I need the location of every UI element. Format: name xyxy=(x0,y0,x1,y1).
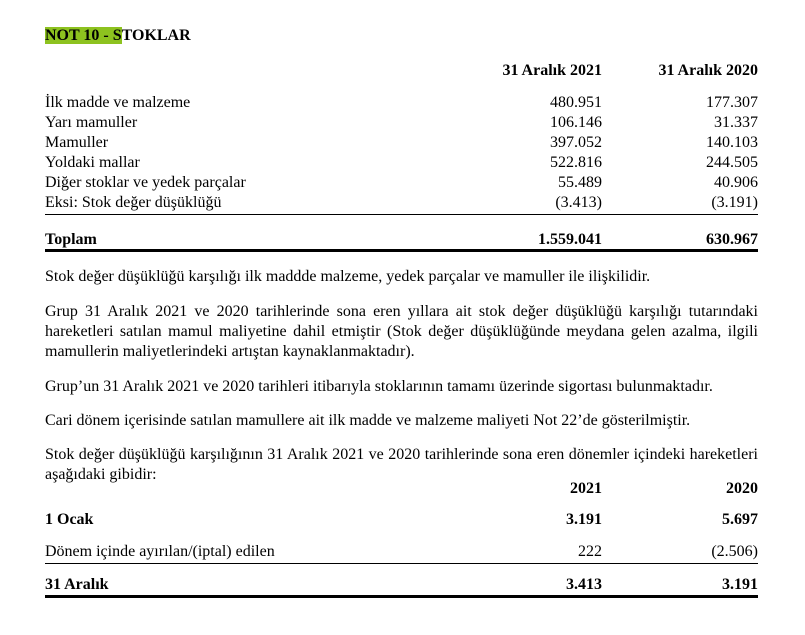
movement-row-value-2021: 222 xyxy=(578,543,602,560)
movement-header-2021: 2021 xyxy=(570,480,602,497)
row-value-2021: 55.489 xyxy=(558,174,602,191)
paragraph-3: Grup’un 31 Aralık 2021 ve 2020 tarihleri itibarıyla stoklarının tamamı üzerinde sigortası bulunmaktadır. xyxy=(45,378,713,395)
movement-row-value-2020: (2.506) xyxy=(711,543,758,560)
row-value-2021: 397.052 xyxy=(550,134,602,151)
row-label: Eksi: Stok değer düşüklüğü xyxy=(45,194,222,211)
total-label: Toplam xyxy=(45,231,97,248)
table-divider xyxy=(45,214,758,215)
note-title-highlighted: NOT 10 - S xyxy=(45,27,122,44)
row-value-2020: 177.307 xyxy=(706,94,758,111)
row-value-2020: 140.103 xyxy=(706,134,758,151)
header-2021: 31 Aralık 2021 xyxy=(502,62,602,79)
total-value-2020: 630.967 xyxy=(706,231,758,248)
note-title xyxy=(45,27,191,45)
movement-row-label: Dönem içinde ayırılan/(iptal) edilen xyxy=(45,543,275,560)
closing-double-rule xyxy=(45,595,758,598)
row-value-2020: 31.337 xyxy=(714,114,758,131)
row-value-2021: (3.413) xyxy=(555,194,602,211)
paragraph-2: Grup 31 Aralık 2021 ve 2020 tarihlerinde sona eren yıllara ait stok değer düşüklüğü karşılığı tutarındaki hareketleri satılan mamul maliyetine dahil etmiştir (Stok değer düşüklüğünde meydana gelen azalma, ilgili mamullerin maliyetlerindeki artıştan kaynaklanmaktadır). xyxy=(45,303,758,360)
opening-value-2021: 3.191 xyxy=(566,511,602,528)
paragraph-1: Stok değer düşüklüğü karşılığı ilk maddde malzeme, yedek parçalar ve mamuller ile ilişkilidir. xyxy=(45,268,651,285)
opening-value-2020: 5.697 xyxy=(722,511,758,528)
closing-label: 31 Aralık xyxy=(45,576,109,593)
closing-value-2020: 3.191 xyxy=(722,576,758,593)
header-2020: 31 Aralık 2020 xyxy=(658,62,758,79)
row-value-2021: 106.146 xyxy=(550,114,602,131)
row-value-2020: (3.191) xyxy=(711,194,758,211)
opening-label: 1 Ocak xyxy=(45,511,94,528)
note-title-rest: TOKLAR xyxy=(121,27,191,44)
row-label: İlk madde ve malzeme xyxy=(45,94,191,111)
movement-divider xyxy=(45,563,758,564)
row-value-2021: 522.816 xyxy=(550,154,602,171)
total-double-rule xyxy=(45,249,758,252)
row-value-2021: 480.951 xyxy=(550,94,602,111)
row-label: Mamuller xyxy=(45,134,109,151)
movement-header-2020: 2020 xyxy=(726,480,758,497)
paragraph-5: Stok değer düşüklüğü karşılığının 31 Aralık 2021 ve 2020 tarihlerinde sona eren dönemler içindeki hareketleri aşağıdaki gibidir: xyxy=(45,446,758,483)
row-value-2020: 244.505 xyxy=(706,154,758,171)
paragraph-4: Cari dönem içerisinde satılan mamullere ait ilk madde ve malzeme maliyeti Not 22’de gösterilmiştir. xyxy=(45,412,691,429)
closing-value-2021: 3.413 xyxy=(566,576,602,593)
total-value-2021: 1.559.041 xyxy=(538,231,602,248)
row-value-2020: 40.906 xyxy=(714,174,758,191)
row-label: Yoldaki mallar xyxy=(45,154,140,171)
row-label: Diğer stoklar ve yedek parçalar xyxy=(45,174,246,191)
row-label: Yarı mamuller xyxy=(45,114,138,131)
